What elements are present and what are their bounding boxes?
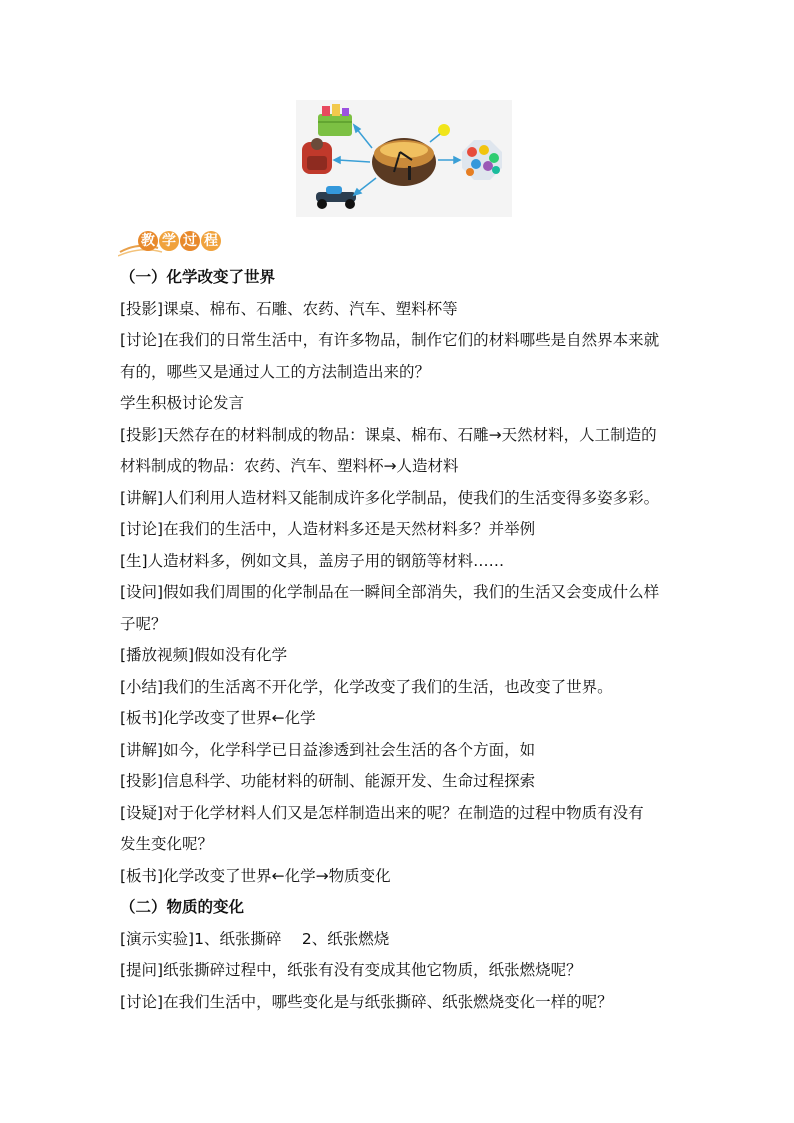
text-line: 学生积极讨论发言 xyxy=(120,394,245,412)
text-line: 有的，哪些又是通过人工的方法制造出来的？ xyxy=(120,362,431,381)
section-badge xyxy=(138,231,221,253)
text-line: [投影]天然存在的材料制成的物品：课桌、棉布、石雕→天然材料，人工制造的 xyxy=(120,425,657,444)
text-line: [小结]我们的生活离不开化学，化学改变了我们的生活，也改变了世界。 xyxy=(120,677,613,696)
badge-char: 过 xyxy=(180,231,200,251)
text-line: 发生变化呢？ xyxy=(120,835,214,853)
text-line: [生]人造材料多，例如文具，盖房子用的钢筋等材料…… xyxy=(120,551,505,570)
lesson-content xyxy=(120,262,690,1018)
text-line: [设问]假如我们周围的化学制品在一瞬间全部消失，我们的生活又会变成什么样 xyxy=(120,583,660,601)
plastic-pellets-icon xyxy=(462,140,502,180)
text-line: 材料制成的物品：农药、汽车、塑料杯→人造材料 xyxy=(120,457,459,475)
text-line: [投影]信息科学、功能材料的研制、能源开发、生命过程探索 xyxy=(120,772,536,790)
text-line: [播放视频]假如没有化学 xyxy=(120,646,288,664)
materials-diagram xyxy=(296,100,512,217)
text-line: [提问]纸张撕碎过程中，纸张有没有变成其他它物质，纸张燃烧呢？ xyxy=(120,961,582,979)
section-heading: （二）物质的变化 xyxy=(120,898,245,916)
text-line: [讲解]人们利用人造材料又能制成许多化学制品，使我们的生活变得多姿多彩。 xyxy=(120,488,660,507)
text-line: [投影]课桌、棉布、石雕、农药、汽车、塑料杯等 xyxy=(120,299,458,318)
text-line: [板书]化学改变了世界←化学 xyxy=(120,709,316,727)
text-line: [讨论]在我们的生活中，人造材料多还是天然材料多？并举例 xyxy=(120,520,536,538)
badge-char: 程 xyxy=(201,231,221,251)
text-line: [演示实验]1、纸张撕碎 2、纸张燃烧 xyxy=(120,929,390,948)
badge-char: 学 xyxy=(159,231,179,251)
text-line: [讨论]在我们的日常生活中，有许多物品，制作它们的材料哪些是自然界本来就 xyxy=(120,331,660,349)
section-heading: （一）化学改变了世界 xyxy=(120,268,276,286)
text-line: [讲解]如今，化学科学已日益渗透到社会生活的各个方面，如 xyxy=(120,740,536,759)
text-line: [板书]化学改变了世界←化学→物质变化 xyxy=(120,866,391,885)
oil-field-icon xyxy=(372,138,436,186)
text-line: 子呢？ xyxy=(120,614,167,633)
badge-char: 教 xyxy=(138,231,158,251)
text-line: [设疑]对于化学材料人们又是怎样制造出来的呢？在制造的过程中物质有没有 xyxy=(120,803,644,822)
backpack-icon xyxy=(302,138,332,174)
text-line: [讨论]在我们生活中，哪些变化是与纸张撕碎、纸张燃烧变化一样的呢？ xyxy=(120,992,613,1011)
basket-icon xyxy=(318,104,352,136)
